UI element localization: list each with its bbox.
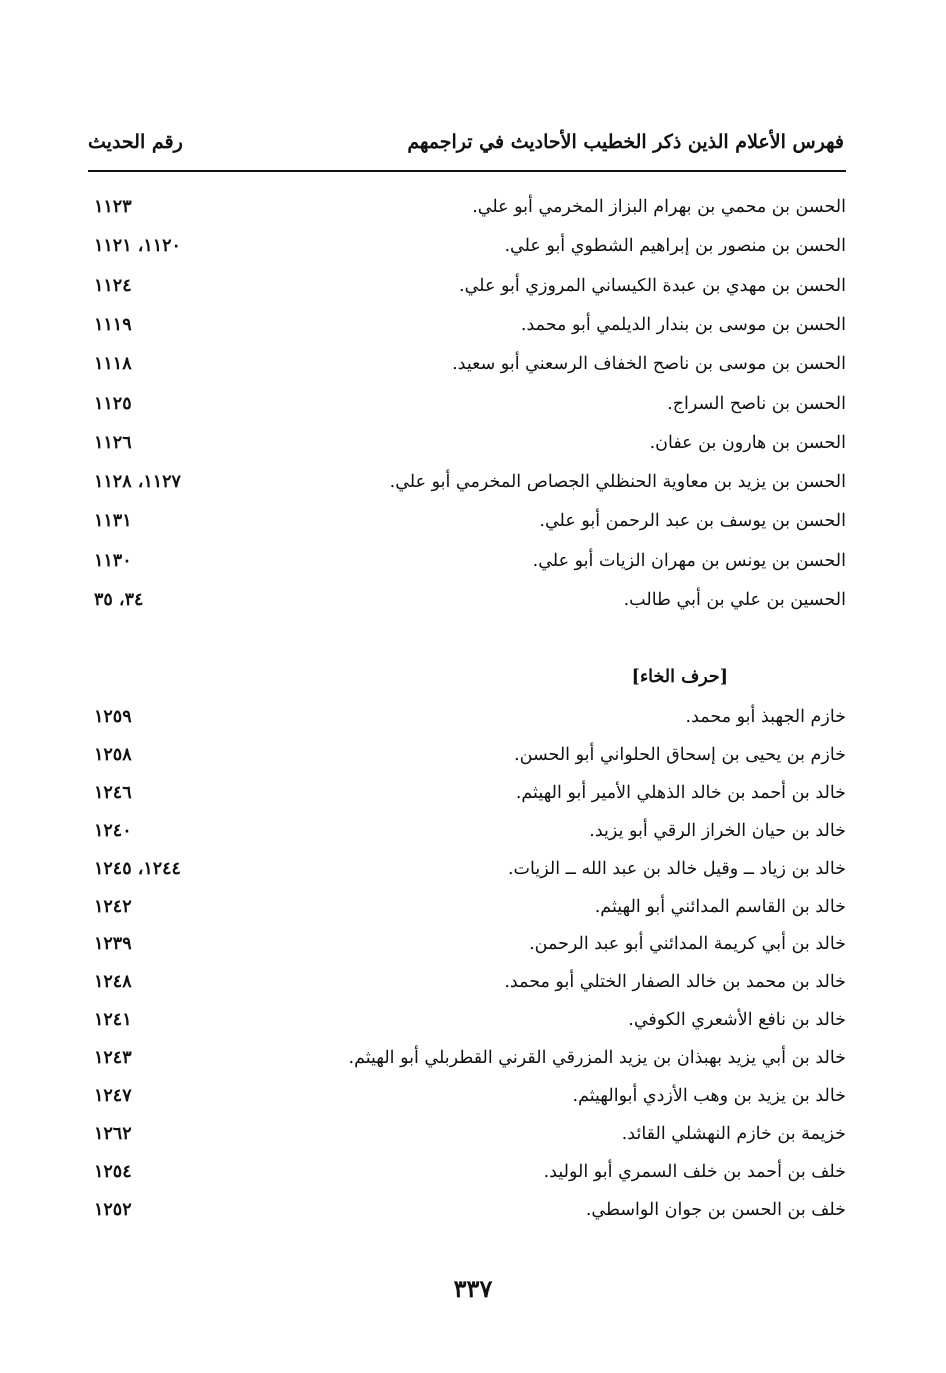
entry-hadith-numbers: ١٢٤٨ xyxy=(94,972,132,993)
entry-hadith-numbers: ١٢٣٩ xyxy=(94,934,132,955)
entry-hadith-numbers: ١١٢٤ xyxy=(94,275,132,296)
entry-hadith-numbers: ١٢٤٧ xyxy=(94,1086,132,1106)
entry-name: الحسن بن موسى بن ناصح الخفاف الرسعني أبو سعيد. xyxy=(452,354,846,375)
header-rule xyxy=(88,170,846,172)
entry-name: الحسن بن موسى بن بندار الديلمي أبو محمد. xyxy=(520,314,846,335)
entry-name: الحسن بن يزيد بن معاوية الحنظلي الجصاص المخرمي أبو علي. xyxy=(389,472,846,493)
entry-hadith-numbers: ١١٢٦ xyxy=(94,432,132,453)
entry-name: خازم الجهبذ أبو محمد. xyxy=(685,707,846,727)
entry-name: خالد بن القاسم المدائني أبو الهيثم. xyxy=(594,896,846,917)
index-entry xyxy=(88,583,846,617)
entry-name: خالد بن محمد بن خالد الصفار الختلي أبو محمد. xyxy=(504,972,846,993)
index-entry xyxy=(88,426,846,460)
entry-name: خالد بن أبي كريمة المدائني أبو عبد الرحمن. xyxy=(529,934,846,955)
entry-name: خلف بن الحسن بن جوان الواسطي. xyxy=(585,1199,846,1220)
entry-hadith-numbers: ١٢٤٦ xyxy=(94,782,132,803)
entry-hadith-numbers: ١٢٥٢ xyxy=(94,1199,132,1220)
entry-name: خالد بن يزيد بن وهب الأزدي أبوالهيثم. xyxy=(572,1086,846,1106)
entry-hadith-numbers: ١٢٤٠ xyxy=(94,820,132,841)
entry-hadith-numbers: ١١٣١ xyxy=(94,511,132,532)
index-entry xyxy=(88,1117,846,1151)
entry-hadith-numbers: ١١٢٧، ١١٢٨ xyxy=(94,472,181,493)
index-entry xyxy=(88,852,846,886)
entry-name: خزيمة بن خازم النهشلي القائد. xyxy=(621,1123,846,1144)
entry-hadith-numbers: ١٢٤٢ xyxy=(94,896,132,917)
index-entry xyxy=(88,1193,846,1227)
index-entry xyxy=(88,1079,846,1113)
entry-hadith-numbers: ١٢٥٤ xyxy=(94,1161,132,1182)
entry-hadith-numbers: ١١٢٣ xyxy=(94,197,132,217)
entry-hadith-numbers: ١١٢٠، ١١٢١ xyxy=(94,236,181,257)
entry-hadith-numbers: ١٢٤١ xyxy=(94,1010,132,1031)
entry-name: الحسين بن علي بن أبي طالب. xyxy=(623,590,846,610)
entry-name: خلف بن أحمد بن خلف السمري أبو الوليد. xyxy=(543,1161,846,1182)
entry-name: خالد بن نافع الأشعري الكوفي. xyxy=(628,1010,846,1031)
entry-name: خالد بن أحمد بن خالد الذهلي الأمير أبو الهيثم. xyxy=(515,782,846,803)
entry-name: خالد بن زياد ــ وقيل خالد بن عبد الله ــ الزيات. xyxy=(507,858,846,879)
entry-hadith-numbers: ١١٣٠ xyxy=(94,550,132,571)
entry-name: الحسن بن ناصح السراج. xyxy=(667,393,846,414)
index-entry xyxy=(88,190,846,224)
section-title: [حرف الخاء] xyxy=(631,667,728,687)
entry-hadith-numbers: ١٢٤٤، ١٢٤٥ xyxy=(94,858,181,879)
index-entry xyxy=(88,738,846,772)
page-title: فهرس الأعلام الذين ذكر الخطيب الأحاديث في تراجمهم xyxy=(407,131,844,153)
index-entry xyxy=(88,1041,846,1075)
section-heading xyxy=(88,660,846,694)
index-entry xyxy=(88,308,846,342)
index-entry xyxy=(88,387,846,421)
entry-name: الحسن بن مهدي بن عبدة الكيساني المروزي أبو علي. xyxy=(459,275,846,296)
entry-hadith-numbers: ١١١٨ xyxy=(94,354,132,375)
index-entry xyxy=(88,347,846,381)
index-entry xyxy=(88,776,846,810)
index-entry xyxy=(88,814,846,848)
entry-name: الحسن بن يونس بن مهران الزيات أبو علي. xyxy=(532,550,846,571)
index-entry xyxy=(88,1003,846,1037)
entry-name: الحسن بن منصور بن إبراهيم الشطوي أبو علي. xyxy=(504,236,846,257)
entry-name: خالد بن أبي يزيد بهبذان بن يزيد المزرقي القرني القطربلي أبو الهيثم. xyxy=(348,1048,846,1069)
index-entry xyxy=(88,1155,846,1189)
entry-hadith-numbers: ١٢٦٢ xyxy=(94,1123,132,1144)
index-entry xyxy=(88,465,846,499)
index-entry xyxy=(88,269,846,303)
index-entry xyxy=(88,890,846,924)
entry-hadith-numbers: ٣٤، ٣٥ xyxy=(94,590,144,610)
entry-name: الحسن بن محمي بن بهرام البزاز المخرمي أبو علي. xyxy=(472,197,846,217)
entry-name: خازم بن يحيى بن إسحاق الحلواني أبو الحسن. xyxy=(514,744,846,765)
page-number: ٣٣٧ xyxy=(453,1274,493,1303)
index-entry xyxy=(88,504,846,538)
index-entry xyxy=(88,927,846,961)
entry-hadith-numbers: ١٢٥٨ xyxy=(94,744,132,765)
entry-hadith-numbers: ١١٢٥ xyxy=(94,393,132,414)
entry-hadith-numbers: ١٢٤٣ xyxy=(94,1048,132,1069)
entry-hadith-numbers: ١١١٩ xyxy=(94,314,132,335)
column-label: رقم الحديث xyxy=(88,131,183,153)
entry-name: الحسن بن يوسف بن عبد الرحمن أبو علي. xyxy=(539,511,846,532)
index-entry xyxy=(88,544,846,578)
entry-name: الحسن بن هارون بن عفان. xyxy=(649,432,846,453)
index-entry xyxy=(88,229,846,263)
index-entry xyxy=(88,700,846,734)
entry-name: خالد بن حيان الخراز الرقي أبو يزيد. xyxy=(589,820,846,841)
entry-hadith-numbers: ١٢٥٩ xyxy=(94,707,132,727)
page-header xyxy=(88,122,844,162)
index-entry xyxy=(88,965,846,999)
